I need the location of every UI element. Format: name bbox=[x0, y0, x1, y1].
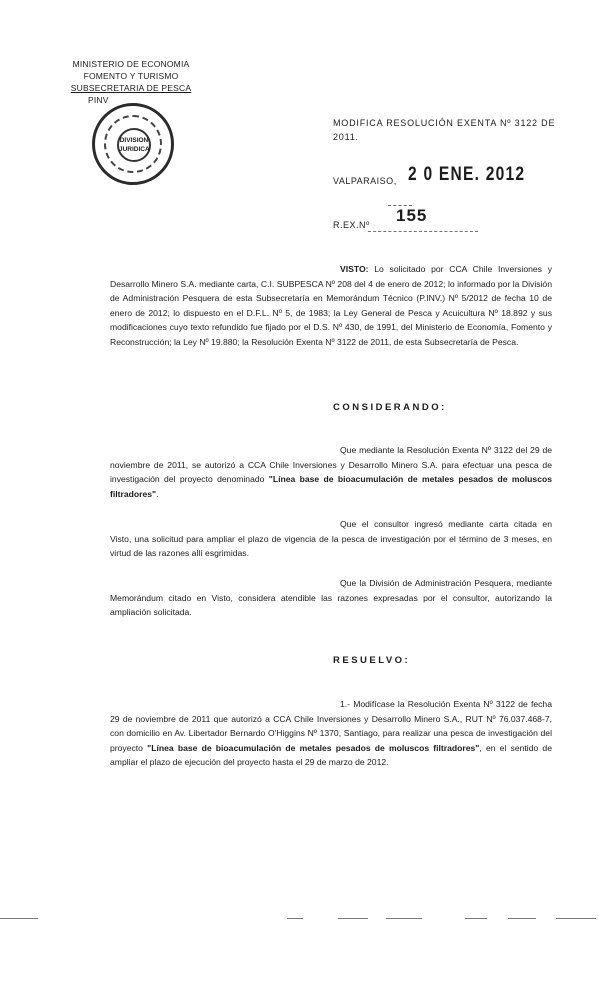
resuelvo-p1-end: , en el sentido de ampliar el plazo de ejecución del proyecto hasta el 29 de marzo de 2012. bbox=[110, 742, 552, 767]
ministry-line-1: MINISTERIO DE ECONOMIA bbox=[72, 59, 190, 69]
title-line-2: 2011. bbox=[333, 132, 359, 142]
footer-rule bbox=[287, 918, 303, 919]
considerando-paragraph-2 bbox=[110, 517, 552, 561]
resuelvo-heading: RESUELVO: bbox=[333, 655, 411, 666]
footer-rule bbox=[0, 918, 38, 919]
ministry-line-2: FOMENTO Y TURISMO bbox=[83, 71, 179, 81]
resolution-label: R.EX.Nº bbox=[333, 220, 370, 230]
visto-paragraph bbox=[110, 262, 552, 349]
resuelvo-paragraph-1 bbox=[110, 697, 552, 770]
considerando-p1-end: . bbox=[156, 488, 159, 499]
place-label: VALPARAISO, bbox=[333, 176, 397, 186]
project-name-bold: "Línea base de bioacumulación de metales pesados de moluscos filtradores" bbox=[147, 742, 480, 753]
document-title bbox=[333, 116, 563, 144]
ministry-line-4: PINV bbox=[88, 95, 109, 105]
resuelvo-p1-text: 1.- Modifícase la Resolución Exenta Nº 3122 de fecha 29 de noviembre de 2011 que autorizó a CCA Chile Inversiones y Desarrollo Minero S.A., RUT Nº 76.037.468-7, con domicilio en Av. Libertador Bernardo O'Higgins Nº 1370, Santiago, para realizar una pesca de investigación del proyecto bbox=[110, 699, 552, 753]
considerando-p2-text: Que el consultor ingresó mediante carta citada en Visto, una solicitud para ampliar el plazo de vigencia de la pesca de investigación por el término de 3 meses, en virtud de las razones allí esgrimidas. bbox=[110, 519, 552, 558]
ministry-line-3: SUBSECRETARIA DE PESCA bbox=[70, 83, 192, 93]
footer-rule bbox=[338, 918, 368, 919]
resolution-number: 155 bbox=[396, 206, 428, 225]
resolution-mark bbox=[388, 205, 412, 206]
considerando-p3-text: Que la División de Administración Pesquera, mediante Memorándum citado en Visto, considera atendible las razones expresadas por el consultor, autorizando la ampliación solicitada. bbox=[110, 578, 552, 617]
title-line-1: MODIFICA RESOLUCIÓN EXENTA Nº 3122 DE bbox=[333, 118, 556, 128]
footer-rule bbox=[508, 918, 536, 919]
visto-label: VISTO: bbox=[340, 264, 369, 274]
resolution-blank-line bbox=[368, 231, 478, 232]
visto-text: Lo solicitado por CCA Chile Inversiones y Desarrollo Minero S.A. mediante carta, C.I. SUBPESCA Nº 208 del 4 de enero de 2012; lo informado por la División de Administración Pesquera de esta Subsecretaría en Memorándum Técnico (P.INV.) Nº 5/2012 de fecha 10 de enero de 2012; lo dispuesto en el D.F.L. Nº 5, de 1983; la Ley General de Pesca y Acuicultura Nº 18.892 y sus modificaciones cuyo texto refundido fue fijado por el D.S. Nº 430, de 1991, del Ministerio de Economía, Fomento y Reconstrucción; la Ley Nº 19.880; la Resolución Exenta Nº 3122 de 2011, de esta Subsecretaría de Pesca. bbox=[110, 264, 552, 347]
date-stamp: 2 0 ENE. 2012 bbox=[408, 164, 526, 185]
considerando-heading: CONSIDERANDO: bbox=[333, 402, 447, 413]
footer-rule bbox=[465, 918, 487, 919]
considerando-paragraph-1 bbox=[110, 443, 552, 501]
division-juridica-seal bbox=[92, 103, 174, 185]
considerando-paragraph-3 bbox=[110, 576, 552, 620]
footer-rule bbox=[556, 918, 596, 919]
project-name-bold: "Línea base de bioacumulación de metales pesados de moluscos filtradores" bbox=[110, 474, 553, 499]
considerando-p1-text: Que mediante la Resolución Exenta Nº 3122 del 29 de noviembre de 2011, se autorizó a CCA Chile Inversiones y Desarrollo Minero S.A. para efectuar una pesca de investigación del proyecto denominado bbox=[110, 445, 552, 484]
footer-rule bbox=[386, 918, 422, 919]
seal-text: DIVISION JURIDICA bbox=[117, 128, 151, 162]
